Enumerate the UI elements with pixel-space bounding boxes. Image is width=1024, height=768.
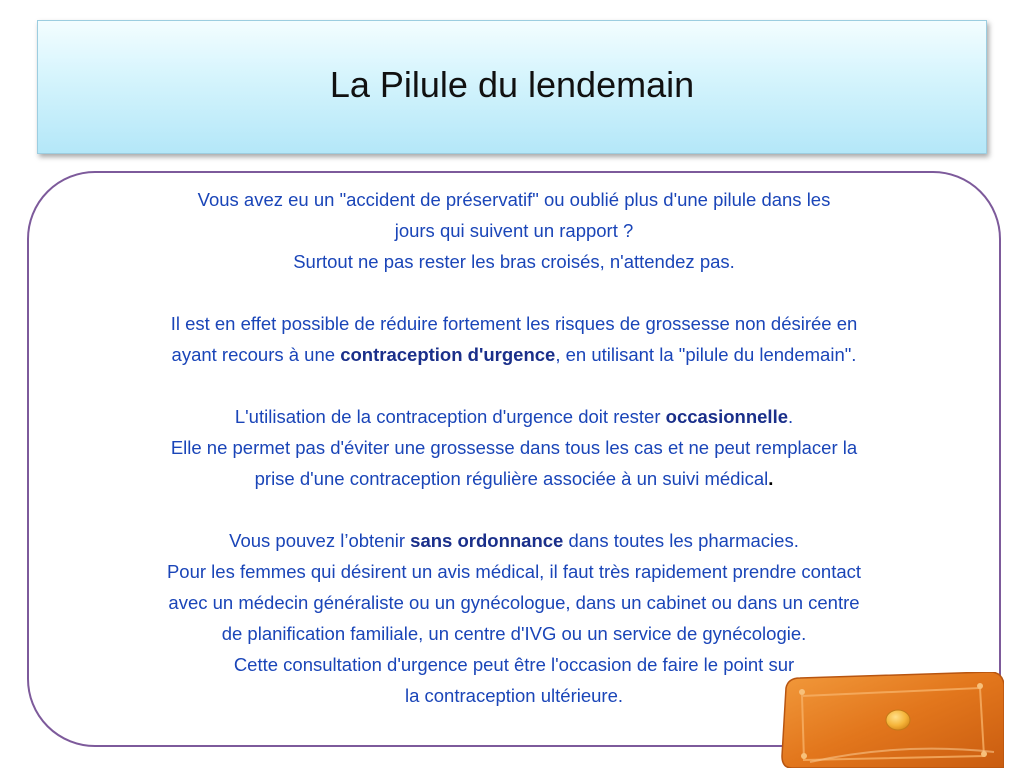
paragraph-line: la contraception ultérieure. (404, 685, 624, 706)
title-banner (37, 20, 987, 154)
text-segment: ayant recours à une (171, 344, 341, 365)
slide-body (27, 184, 1001, 711)
paragraph-line (27, 525, 1001, 556)
paragraph-line: Surtout ne pas rester les bras croisés, n'attendez pas. (293, 251, 735, 272)
paragraph-line (27, 401, 1001, 432)
paragraph-line: jours qui suivent un rapport ? (394, 220, 634, 241)
emphasis-contraception-urgence: contraception d'urgence (340, 344, 556, 365)
spacer (27, 494, 1001, 525)
text-segment: Vous pouvez l’obtenir (229, 530, 411, 551)
paragraph-line: Il est en effet possible de réduire fortement les risques de grossesse non désirée en (170, 313, 858, 334)
paragraph-line: Pour les femmes qui désirent un avis médical, il faut très rapidement prendre contact (166, 561, 862, 582)
paragraph-line (27, 339, 1001, 370)
text-segment: L'utilisation de la contraception d'urgence doit rester (234, 406, 666, 427)
text-segment: . (788, 406, 794, 427)
text-segment: dans toutes les pharmacies. (563, 530, 799, 551)
paragraph-line: avec un médecin généraliste ou un gynécologue, dans un cabinet ou dans un centre (168, 592, 860, 613)
pill-blister-pack-icon (780, 672, 1004, 768)
emphasis-period: . (768, 468, 774, 489)
paragraph-line: Vous avez eu un "accident de préservatif" ou oublié plus d'une pilule dans les (197, 189, 831, 210)
paragraph-line: Cette consultation d'urgence peut être l'occasion de faire le point sur (233, 654, 795, 675)
paragraph-line: de planification familiale, un centre d'IVG ou un service de gynécologie. (221, 623, 807, 644)
text-segment: prise d'une contraception régulière associée à un suivi médical (254, 468, 769, 489)
spacer (27, 370, 1001, 401)
slide-title: La Pilule du lendemain (329, 64, 695, 105)
text-segment: , en utilisant la "pilule du lendemain". (555, 344, 857, 365)
emphasis-sans-ordonnance: sans ordonnance (410, 530, 564, 551)
emphasis-occasionnelle: occasionnelle (665, 406, 788, 427)
paragraph-line (27, 463, 1001, 494)
paragraph-line: Elle ne permet pas d'éviter une grossesse dans tous les cas et ne peut remplacer la (170, 437, 858, 458)
spacer (27, 277, 1001, 308)
